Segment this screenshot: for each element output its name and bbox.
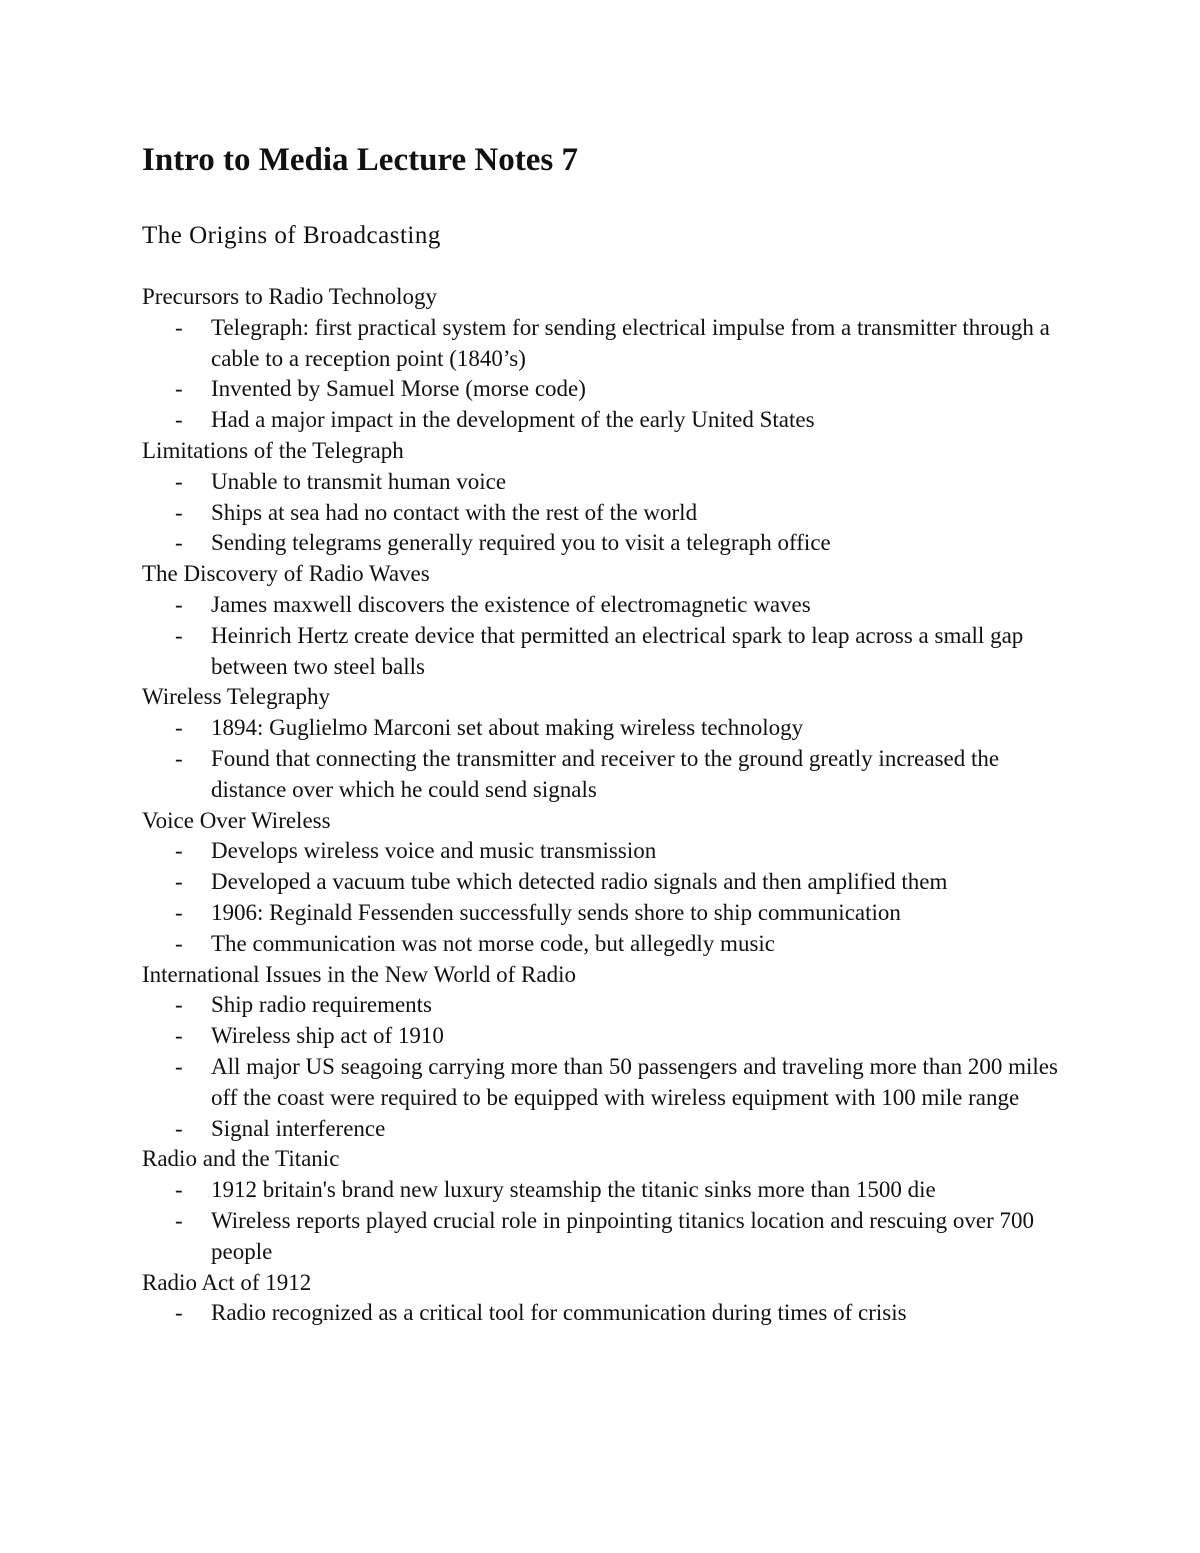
list-item [142,374,1072,405]
list-item-text: 1912 britain's brand new luxury steamship the titanic sinks more than 1500 die [211,1177,936,1203]
bullet-list [142,1175,1072,1267]
bullet-dash: - [175,376,183,402]
list-item [142,713,1072,744]
bullet-list [142,713,1072,805]
list-item [142,528,1072,559]
section-heading: Voice Over Wireless [142,807,331,833]
list-item-text: Radio recognized as a critical tool for communication during times of crisis [211,1300,907,1326]
list-item-text: 1906: Reginald Fessenden successfully sends shore to ship communication [211,899,901,925]
bullet-dash: - [175,499,183,525]
document-title: Intro to Media Lecture Notes 7 [142,142,578,178]
list-item-text: The communication was not morse code, but allegedly music [211,930,775,956]
bullet-dash: - [175,622,183,648]
bullet-list [142,990,1072,1144]
list-item-text: Invented by Samuel Morse (morse code) [211,376,586,402]
bullet-list [142,1298,1072,1329]
list-item-text: Found that connecting the transmitter and receiver to the ground greatly increased the distance over which he could send signals [211,745,1000,802]
section-heading: Radio Act of 1912 [142,1269,312,1295]
document-page [142,140,1072,1329]
bullet-dash: - [175,1300,183,1326]
bullet-list [142,836,1072,959]
list-item-text: Wireless reports played crucial role in pinpointing titanics location and rescuing over 700 people [211,1207,1035,1264]
list-item-text: Signal interference [211,1115,386,1141]
list-item-text: Developed a vacuum tube which detected radio signals and then amplified them [211,869,948,895]
list-item [142,1175,1072,1206]
list-item-text: All major US seagoing carrying more than 50 passengers and traveling more than 200 miles off the coast were required to be equipped with wireless equipment with 100 mile range [211,1053,1058,1110]
bullet-dash: - [175,992,183,1018]
bullet-dash: - [175,1177,183,1203]
bullet-dash: - [175,838,183,864]
section-heading: Precursors to Radio Technology [142,284,438,309]
list-item [142,621,1072,683]
bullet-dash: - [175,1053,183,1079]
list-item [142,1298,1072,1329]
notes-body [142,282,1072,1329]
list-item [142,1021,1072,1052]
list-item [142,990,1072,1021]
list-item-text: Develops wireless voice and music transmission [211,838,657,864]
bullet-dash: - [175,745,183,771]
section-heading: Wireless Telegraphy [142,684,330,710]
list-item [142,1114,1072,1145]
list-item [142,898,1072,929]
list-item-text: Ship radio requirements [211,992,433,1018]
list-item-text: Had a major impact in the development of the early United States [211,407,815,433]
bullet-dash: - [175,530,183,556]
section-heading: The Discovery of Radio Waves [142,561,430,587]
bullet-dash: - [175,591,183,617]
bullet-list [142,313,1072,436]
bullet-dash: - [175,930,183,956]
list-item-text: Telegraph: first practical system for sending electrical impulse from a transmitter through a cable to a reception point (1840’s) [211,314,1050,371]
list-item-text: James maxwell discovers the existence of electromagnetic waves [211,591,811,617]
list-item [142,590,1072,621]
list-item-text: Unable to transmit human voice [211,468,507,494]
list-item-text: Ships at sea had no contact with the rest of the world [211,499,698,525]
list-item [142,313,1072,375]
bullet-dash: - [175,715,183,741]
list-item-text: Heinrich Hertz create device that permitted an electrical spark to leap across a small gap between two steel balls [211,622,1024,679]
list-item [142,744,1072,806]
bullet-dash: - [175,1023,183,1049]
bullet-dash: - [175,869,183,895]
list-item [142,836,1072,867]
list-item [142,467,1072,498]
bullet-dash: - [175,407,183,433]
list-item [142,1206,1072,1268]
list-item-text: 1894: Guglielmo Marconi set about making wireless technology [211,715,804,741]
bullet-dash: - [175,899,183,925]
section-heading: Limitations of the Telegraph [142,437,404,463]
list-item [142,867,1072,898]
document-subtitle: The Origins of Broadcasting [142,222,441,249]
bullet-dash: - [175,314,183,340]
list-item-text: Wireless ship act of 1910 [211,1023,444,1049]
bullet-list [142,590,1072,682]
list-item [142,1052,1072,1114]
section-heading: Radio and the Titanic [142,1146,340,1172]
list-item [142,929,1072,960]
bullet-dash: - [175,1115,183,1141]
bullet-dash: - [175,1207,183,1233]
list-item-text: Sending telegrams generally required you to visit a telegraph office [211,530,831,556]
bullet-list [142,467,1072,559]
section-heading: International Issues in the New World of Radio [142,961,576,987]
bullet-dash: - [175,468,183,494]
list-item [142,405,1072,436]
list-item [142,498,1072,529]
